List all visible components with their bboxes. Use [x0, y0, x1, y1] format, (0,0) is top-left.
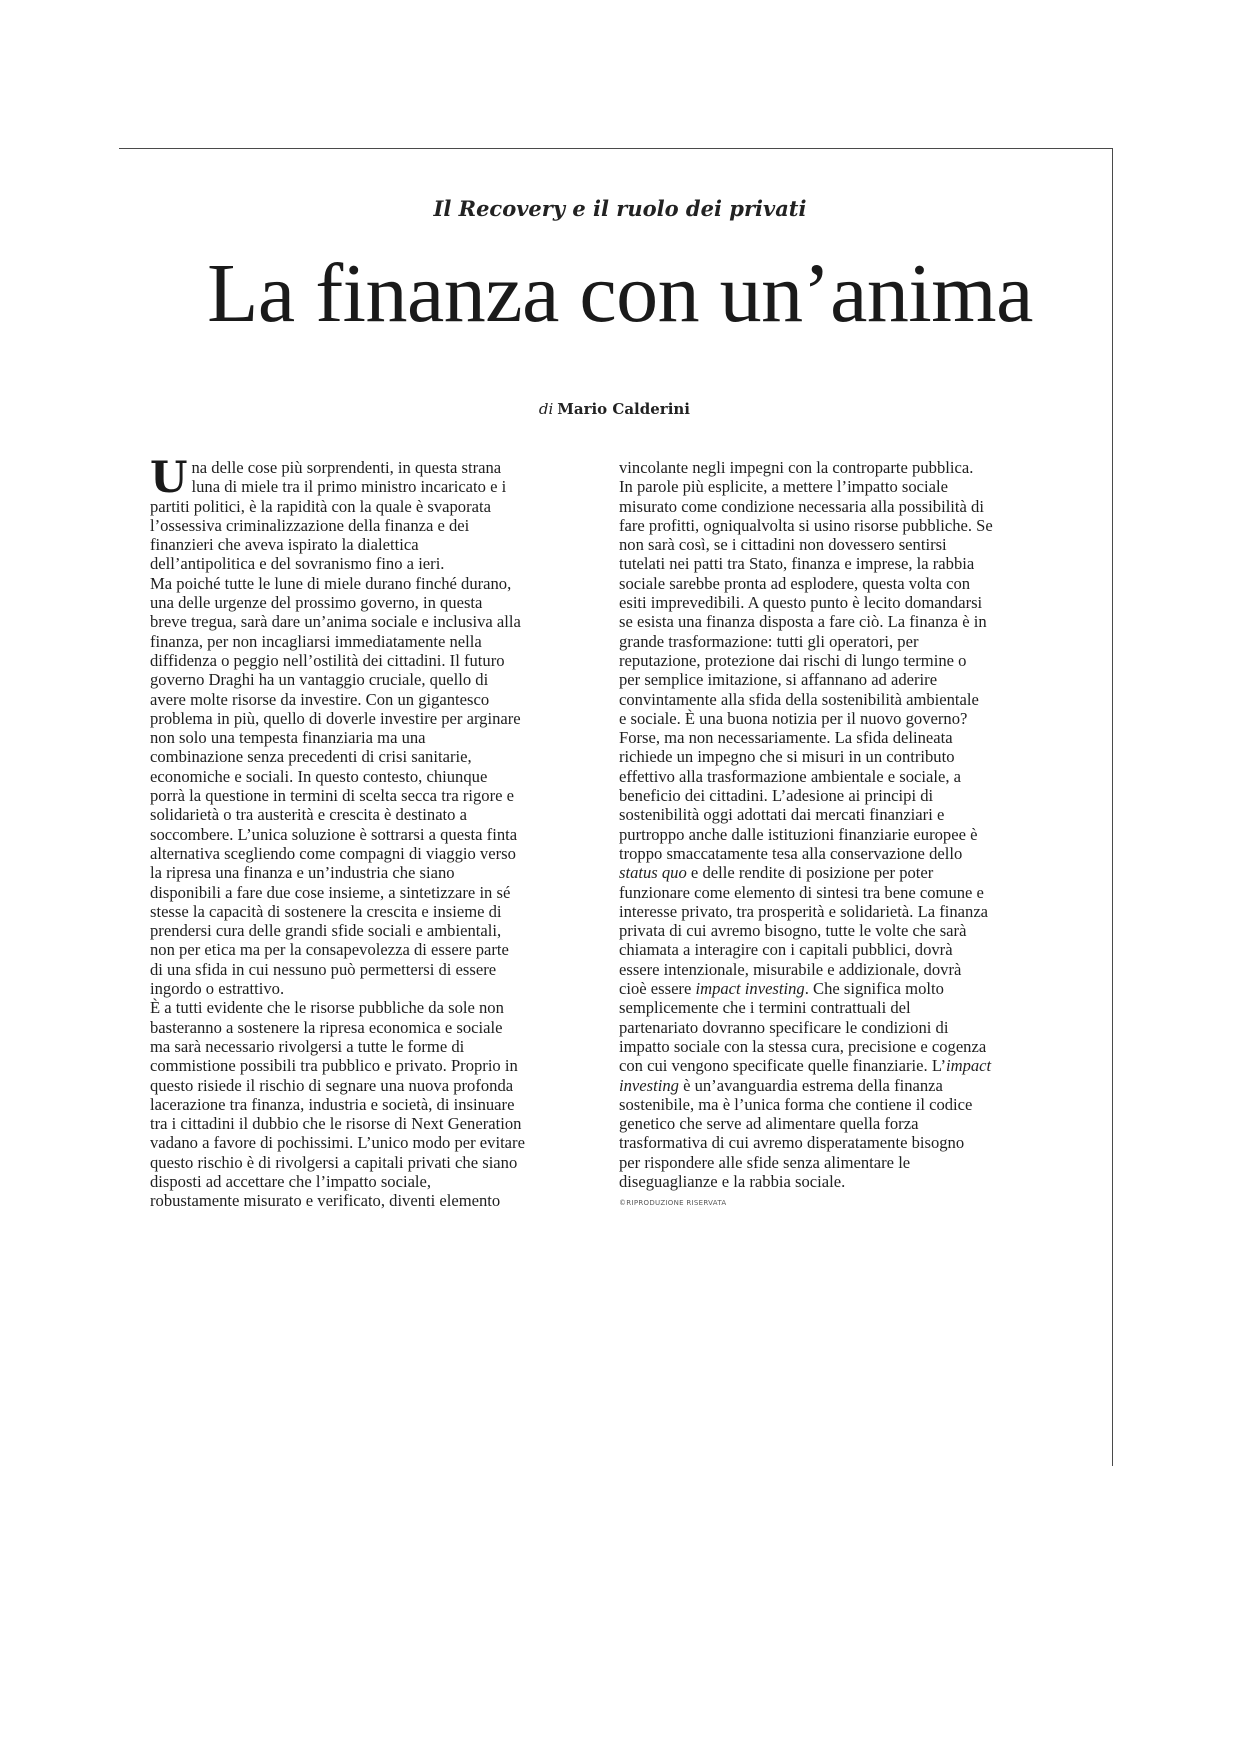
text-line: misurato come condizione necessaria alla possibilità di	[619, 496, 984, 516]
text-line: soccombere. L’unica soluzione è sottrarsi a questa finta	[150, 824, 518, 844]
text-line: beneficio dei cittadini. L’adesione ai principi di	[619, 786, 934, 806]
text-line: alternativa scegliendo come compagni di viaggio verso	[150, 843, 516, 863]
text-line: partenariato dovranno specificare le condizioni di	[619, 1017, 949, 1037]
text-line: genetico che serve ad alimentare quella forza	[619, 1114, 919, 1134]
text-line: tutelati nei patti tra Stato, finanza e imprese, la rabbia	[619, 554, 975, 574]
text-line: dell’antipolitica e del sovranismo fino a ieri.	[150, 554, 445, 574]
text-line: trasformativa di cui avremo disperatamente bisogno	[619, 1133, 965, 1153]
text-line: problema in più, quello di doverle investire per arginare	[150, 708, 521, 728]
text-line: investing è un’avanguardia estrema della finanza	[619, 1075, 943, 1095]
drop-cap: U	[150, 453, 188, 503]
text-line: di una sfida in cui nessuno può permettersi di essere	[150, 959, 497, 979]
text-line: ingordo o estrattivo.	[150, 979, 285, 999]
headline: La finanza con un’anima	[207, 247, 1033, 340]
text-line: prendersi cura delle grandi sfide sociali e ambientali,	[150, 921, 502, 941]
text-line: robustamente misurato e verificato, diventi elemento	[150, 1191, 501, 1211]
text-line: na delle cose più sorprendenti, in questa strana	[191, 458, 502, 477]
text-line: troppo smaccatamente tesa alla conservazione dello	[619, 843, 963, 863]
text-line: È a tutti evidente che le risorse pubbliche da sole non	[150, 998, 504, 1018]
text-line: commistione possibili tra pubblico e privato. Proprio in	[150, 1056, 518, 1076]
text-line: breve tregua, sarà dare un’anima sociale e inclusiva alla	[150, 612, 521, 632]
text-line: tra i cittadini il dubbio che le risorse di Next Generation	[150, 1114, 522, 1134]
article-column-left	[150, 453, 595, 1211]
text-line: funzionare come elemento di sintesi tra bene comune e	[619, 882, 984, 902]
text-line: una delle urgenze del prossimo governo, in questa	[150, 593, 483, 613]
copyright-notice: ©RIPRODUZIONE RISERVATA	[619, 1199, 727, 1208]
text-line: Ma poiché tutte le lune di miele durano finché durano,	[150, 573, 512, 593]
text-line: con cui vengono specificate quelle finanziarie. L’impact	[619, 1056, 992, 1076]
text-line: partiti politici, è la rapidità con la quale è svaporata	[150, 496, 491, 516]
text-line: per rispondere alle sfide senza alimentare le	[619, 1152, 911, 1172]
text-line: non solo una tempesta finanziaria ma una	[150, 728, 426, 748]
text-line: governo Draghi ha un vantaggio cruciale, quello di	[150, 670, 489, 690]
text-line: diffidenza o peggio nell’ostilità dei cittadini. Il futuro	[150, 650, 505, 670]
text-line: In parole più esplicite, a mettere l’impatto sociale	[619, 477, 948, 497]
text-line: disposti ad accettare che l’impatto sociale,	[150, 1171, 432, 1191]
text-line: per semplice imitazione, si affannano ad aderire	[619, 670, 938, 690]
text-line: sostenibile, ma è l’unica forma che contiene il codice	[619, 1094, 973, 1114]
text-line: Forse, ma non necessariamente. La sfida delineata	[619, 728, 953, 748]
text-line: ma sarà necessario rivolgersi a tutte le forme di	[150, 1036, 465, 1056]
text-line: vincolante negli impegni con la controparte pubblica.	[619, 458, 974, 477]
text-line: basteranno a sostenere la ripresa economica e sociale	[150, 1017, 503, 1037]
text-line: vadano a favore di pochissimi. L’unico modo per evitare	[150, 1133, 525, 1153]
kicker: Il Recovery e il ruolo dei privati	[433, 196, 807, 221]
text-line: economiche e sociali. In questo contesto, chiunque	[150, 766, 488, 786]
text-line: combinazione senza precedenti di crisi sanitarie,	[150, 747, 472, 767]
text-line: sostenibilità oggi adottati dai mercati finanziari e	[619, 805, 945, 825]
text-line: finanza, per non incagliarsi immediatamente nella	[150, 631, 482, 651]
text-line: fare profitti, ogniqualvolta si usino risorse pubbliche. Se	[619, 515, 993, 535]
text-line: diseguaglianze e la rabbia sociale.	[619, 1171, 846, 1191]
byline	[520, 400, 690, 418]
text-line: grande trasformazione: tutti gli operatori, per	[619, 631, 919, 651]
text-line: esiti imprevedibili. A questo punto è lecito domandarsi	[619, 593, 983, 613]
text-line: semplicemente che i termini contrattuali del	[619, 998, 911, 1018]
text-line: l’ossessiva criminalizzazione della finanza e dei	[150, 515, 470, 535]
text-line: reputazione, protezione dai rischi di lungo termine o	[619, 650, 967, 670]
article-column-right	[619, 458, 1074, 1214]
text-line: non sarà così, se i cittadini non dovessero sentirsi	[619, 535, 947, 555]
text-line: chiamata a interagire con i capitali pubblici, dovrà	[619, 940, 953, 960]
text-line: convintamente alla sfida della sostenibilità ambientale	[619, 689, 979, 709]
text-line: cioè essere impact investing. Che significa molto	[619, 979, 944, 999]
text-line: interesse privato, tra prosperità e solidarietà. La finanza	[619, 901, 989, 921]
text-line: e sociale. È una buona notizia per il nuovo governo?	[619, 708, 968, 728]
text-line: solidarietà o tra austerità e crescita è destinato a	[150, 805, 467, 825]
text-line: status quo e delle rendite di posizione per poter	[619, 863, 934, 883]
text-line: finanzieri che aveva ispirato la dialettica	[150, 535, 419, 555]
text-line: richiede un impegno che si misuri in un contributo	[619, 747, 955, 767]
author-name: Mario Calderini	[557, 400, 690, 418]
text-line: essere intenzionale, misurabile e addizionale, dovrà	[619, 959, 962, 979]
text-line: effettivo alla trasformazione ambientale e sociale, a	[619, 766, 962, 786]
text-line: stesse la capacità di sostenere la crescita e insieme di	[150, 901, 502, 921]
text-line: luna di miele tra il primo ministro incaricato e i	[191, 477, 507, 497]
text-line: se esista una finanza disposta a fare ciò. La finanza è in	[619, 612, 987, 632]
text-line: la ripresa una finanza e un’industria che siano	[150, 863, 455, 883]
text-line: questo rischio è di rivolgersi a capitali privati che siano	[150, 1152, 518, 1172]
text-line: lacerazione tra finanza, industria e società, di insinuare	[150, 1094, 515, 1114]
text-line: purtroppo anche dalle istituzioni finanziarie europee è	[619, 824, 978, 844]
text-line: impatto sociale con la stessa cura, precisione e cogenza	[619, 1036, 987, 1056]
byline-prefix: di	[538, 400, 554, 418]
text-line: porrà la questione in termini di scelta secca tra rigore e	[150, 786, 514, 806]
text-line: non per etica ma per la consapevolezza di essere parte	[150, 940, 509, 960]
text-line: questo risiede il rischio di segnare una nuova profonda	[150, 1075, 514, 1095]
text-line: sociale sarebbe pronta ad esplodere, questa volta con	[619, 573, 971, 593]
text-line: privata di cui avremo bisogno, tutte le volte che sarà	[619, 921, 967, 941]
text-line: disponibili a fare due cose insieme, a sintetizzare in sé	[150, 882, 511, 902]
text-line: avere molte risorse da investire. Con un gigantesco	[150, 689, 490, 709]
